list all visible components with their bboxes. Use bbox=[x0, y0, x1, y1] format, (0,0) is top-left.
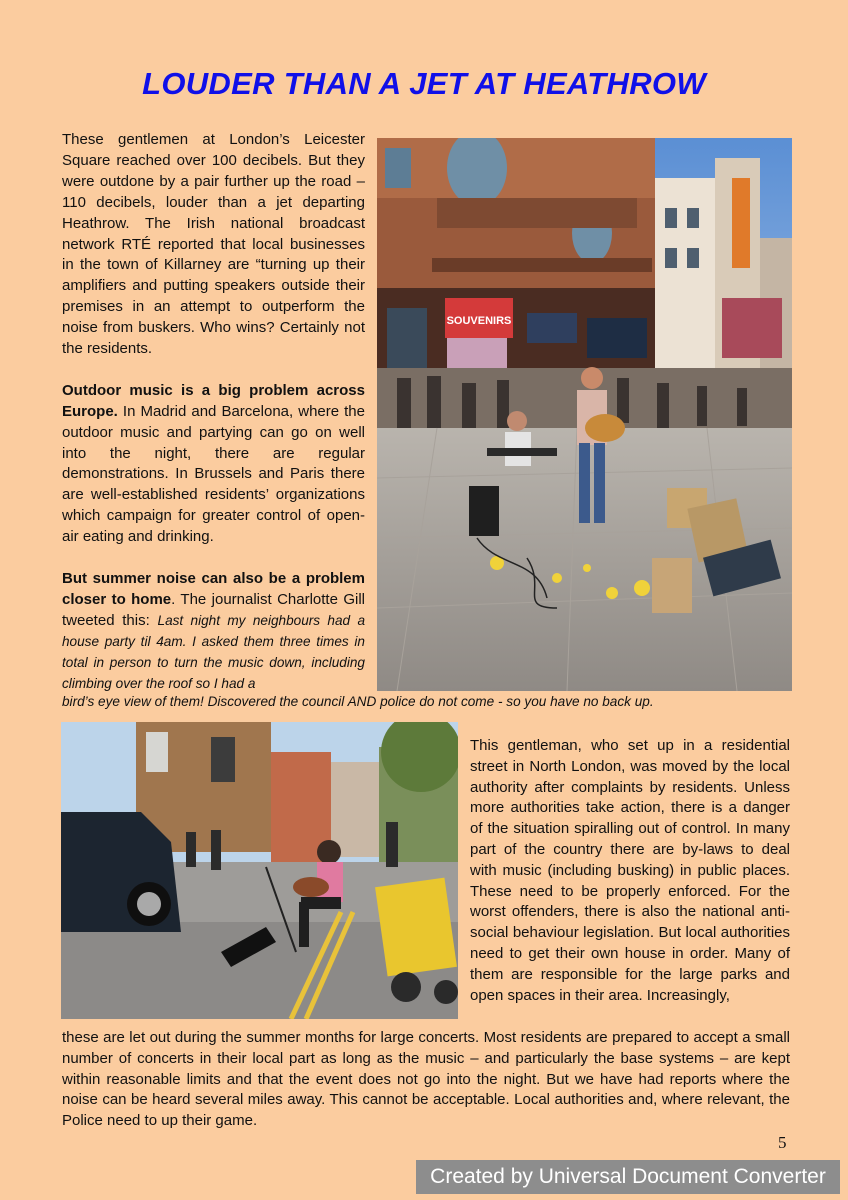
right-column-text: This gentleman, who set up in a residential street in North London, was moved by the local authority after complaints by residents. Unless more authorities take action, there is a danger of the situation spiralling out of control. In many part of the country there are by-laws to deal with music (including busking) in public places. These need to be properly enforced. For the worst offenders, there is also the national anti-social behaviour legislation. But local authorities need to get their own house in order. Many of them are responsible for the large parks and open spaces in their area. Increasingly, bbox=[470, 737, 790, 1004]
page-title: LOUDER THAN A JET AT HEATHROW bbox=[142, 66, 706, 101]
paragraph-europe-body: In Madrid and Barcelona, where the outdoor music and partying can go on well into the night, there are regular demonstrations. In Brussels and Paris there are well-established residents’ organizations which campaign for greater control of open-air eating and drinking. bbox=[62, 402, 365, 546]
tweet-quote-end: bird’s eye view of them! Discovered the council AND police do not come - so you have no back up. bbox=[62, 694, 654, 709]
north-london-busker-photo bbox=[61, 722, 458, 1019]
left-column bbox=[62, 130, 365, 694]
paragraph-home-body: . The journalist Charlotte Gill tweeted this: bbox=[62, 590, 365, 629]
paragraph-closer-to-home bbox=[62, 569, 365, 694]
page-number: 5 bbox=[778, 1133, 787, 1152]
paragraph-europe bbox=[62, 381, 365, 548]
bottom-paragraph: these are let out during the summer months for large concerts. Most residents are prepared to accept a small number of concerts in their local part as long as the music – and particularly the base systems – are kept within reasonable limits and that the event does not go into the night. But we have had reports where the noise can be heard several miles away. This cannot be acceptable. Local authorities and, where relevant, the Police need to up their game. bbox=[62, 1029, 790, 1130]
tweet-quote: Last night my neighbours had a house party til 4am. I asked them three times in total in person to turn the music down, including climbing over the roof so I had a bbox=[62, 612, 365, 691]
paragraph-home-lead: But summer noise can also be a problem closer to home bbox=[62, 570, 365, 608]
converter-watermark: Created by Universal Document Converter bbox=[416, 1160, 840, 1194]
paragraph-europe-lead: Outdoor music is a big problem across Europe. bbox=[62, 381, 365, 420]
souvenirs-sign: SOUVENIRS bbox=[446, 315, 512, 327]
paragraph-leicester-square: These gentlemen at London’s Leicester Square reached over 100 decibels. But they were outdone by a pair further up the road – 110 decibels, louder than a jet departing Heathrow. The Irish national broadcast network RTÉ reported that local businesses in the town of Killarney are “turning up their amplifiers and putting speakers outside their premises in an attempt to outperform the noise from buskers. Who wins? Certainly not the residents. bbox=[62, 131, 365, 358]
leicester-square-buskers-photo bbox=[377, 138, 792, 691]
